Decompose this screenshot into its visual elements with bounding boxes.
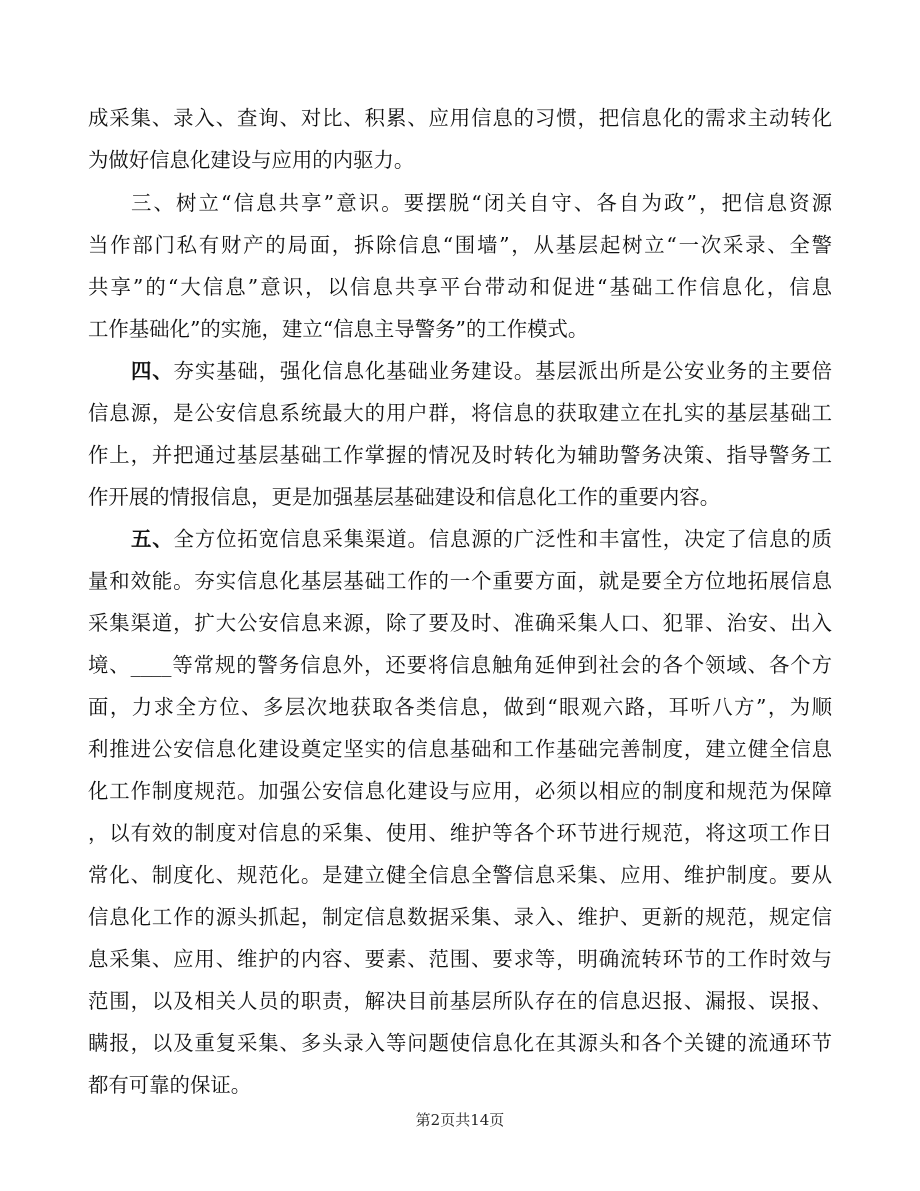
text-line: 当作部门私有财产的局面，拆除信息“围墙”，从基层起树立“一次采录、全警 — [88, 233, 832, 257]
text-line: 作上，并把通过基层基础工作掌握的情况及时转化为辅助警务决策、指导警务工 — [88, 443, 832, 467]
paragraph-start-line: 三、树立“信息共享”意识。要摆脱“闭关自守、各自为政”，把信息资源 — [131, 191, 832, 215]
text-line: 为做好信息化建设与应用的内驱力。 — [88, 148, 415, 172]
text-line: 工作基础化”的实施，建立“信息主导警务”的工作模式。 — [88, 317, 589, 341]
text-line: ，以有效的制度对信息的采集、使用、维护等各个环节进行规范，将这项工作日 — [88, 821, 832, 845]
text-line: 信息化工作的源头抓起，制定信息数据采集、录入、维护、更新的规范，规定信 — [88, 905, 832, 929]
text-line: 成采集、录入、查询、对比、积累、应用信息的习惯，把信息化的需求主动转化 — [88, 106, 832, 130]
text-line: 息采集、应用、维护的内容、要素、范围、要求等，明确流转环节的工作时效与 — [88, 947, 832, 971]
text-line: 化工作制度规范。加强公安信息化建设与应用，必须以相应的制度和规范为保障 — [88, 779, 832, 803]
text-line: 作开展的情报信息，更是加强基层基础建设和信息化工作的重要内容。 — [88, 485, 721, 509]
text-line: 信息源，是公安信息系统最大的用户群，将信息的获取建立在扎实的基层基础工 — [88, 401, 832, 425]
text-line: 常化、制度化、规范化。是建立健全信息全警信息采集、应用、维护制度。要从 — [88, 863, 832, 887]
text-line: 境、____等常规的警务信息外，还要将信息触角延伸到社会的各个领域、各个方 — [88, 653, 832, 677]
text-line: 共享”的“大信息”意识，以信息共享平台带动和促进“基础工作信息化，信息 — [88, 275, 832, 299]
text-line: 范围，以及相关人员的职责，解决目前基层所队存在的信息迟报、漏报、误报、 — [88, 989, 832, 1013]
text-line: 都有可靠的保证。 — [88, 1073, 252, 1097]
paragraph-start-line: 四、夯实基础，强化信息化基础业务建设。基层派出所是公安业务的主要倍 — [131, 359, 833, 383]
text-line: 采集渠道，扩大公安信息来源，除了要及时、准确采集人口、犯罪、治安、出入 — [88, 611, 832, 635]
text-line: 瞒报，以及重复采集、多头录入等问题使信息化在其源头和各个关键的流通环节 — [88, 1031, 832, 1055]
paragraph-start-line: 五、全方位拓宽信息采集渠道。信息源的广泛性和丰富性，决定了信息的质 — [131, 527, 833, 551]
text-line: 利推进公安信息化建设奠定坚实的信息基础和工作基础完善制度，建立健全信息 — [88, 737, 832, 761]
text-line: 量和效能。夯实信息化基层基础工作的一个重要方面，就是要全方位地拓展信息 — [88, 569, 832, 593]
page-number: 第2页共14页 — [415, 1111, 505, 1129]
text-line: 面，力求全方位、多层次地获取各类信息，做到“眼观六路，耳听八方”，为顺 — [88, 695, 832, 719]
